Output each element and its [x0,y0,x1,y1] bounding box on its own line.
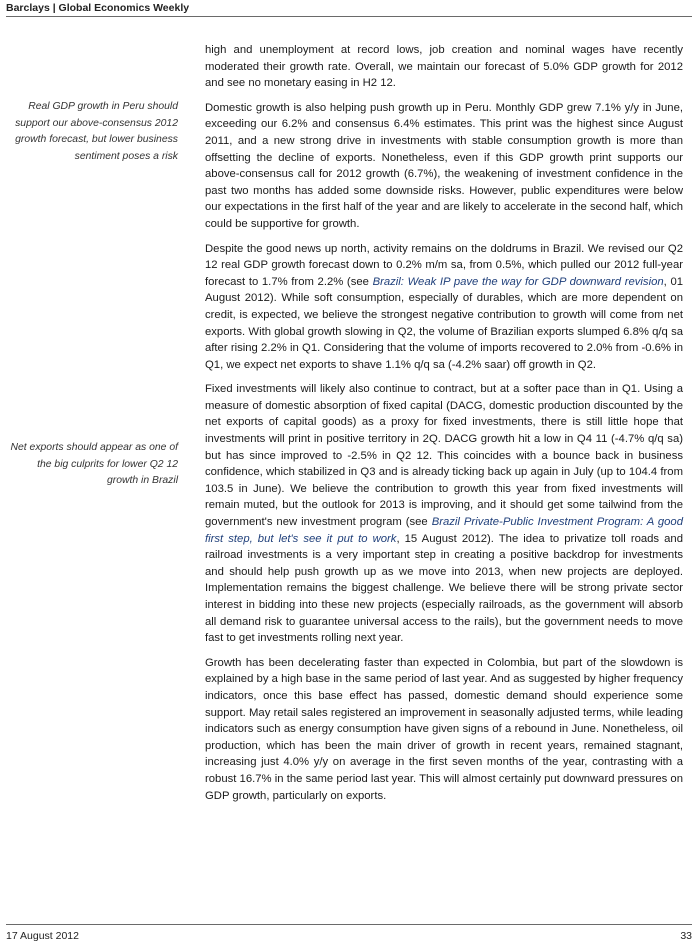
paragraph-colombia: Growth has been decelerating faster than expected in Colombia, but part of the slowdown is explained by a high base in the same period of last year. And as suggested by higher frequency indicators, once this base effect has passed, domestic demand should experience some support. May retail sales registered an improvement in seasonally adjusted terms, while leading indicators such as energy consumption have given signs of a rebound in June. Nonetheless, oil production, which has been the main driver of growth in recent years, remained stagnant, increasing just 4.0% y/y on average in the first seven months of the year, contrasting with a robust 16.7% in the same period last year. This will almost certainly put downward pressures on GDP growth, particularly on exports. [205,656,683,802]
paragraph-brazil-investment [205,381,683,647]
text: Despite the good news up north, activity remains on the doldrums in Brazil. We revised our Q2 12 real GDP growth forecast down to 0.2% m/m sa, from 0.5%, which pulled our 2012 full-year forecast to 1.7% from 2.2% (see [205,242,683,288]
report-link-brazil-ip[interactable]: Brazil: Weak IP pave the way for GDP downward revision [372,275,664,288]
header-title: Barclays | Global Economics Weekly [6,2,190,14]
report-link-brazil-ppip[interactable]: Brazil Private-Public Investment Program: A good first step, but let's see it put to work [205,516,683,545]
sidenote-brazil: Net exports should appear as one of the big culprits for lower Q2 12 growth in Brazil [10,442,178,487]
text: Fixed investments will likely also continue to contract, but at a softer pace than in Q1. Using a measure of domestic absorption of fixed capital (DACG, domestic production discounted by the net exports of capital goods) as a proxy for fixed investments, there is still little hope that investments will print in positive territory in 2Q. DACG growth hit a low in Q4 11 (-4.7% q/q sa) but has since improved to -2.5% in Q2 12. This coincides with a bounce back in business confidence, which stabilized in Q3 and is already ticking back up again in July (up to 104.4 from 103.5 in June). We believe the contribution to growth this year from fixed investments will remain muted, but the outlook for 2013 is improving, and it should get some tailwind from the government's new investment program (see [205,383,683,529]
text: , 15 August 2012). The idea to privatize toll roads and railroad investments is a very important step in creating a positive backdrop for investments and should help push growth up as we move into 2013, when new projects are deployed. Implementation remains the biggest challenge. We believe there will be strong private sector interest in bidding into these new projects (especially railroads, as the government will absorb all demand risk to guarantee universal access to the rails), but the government needs to move fast to get investments rolling next year. [205,532,683,645]
main-body [205,42,683,812]
paragraph-brazil-activity [205,241,683,374]
sidenote-peru: Real GDP growth in Peru should support our above-consensus 2012 growth forecast, but lower business sentiment poses a risk [15,101,178,162]
text: , 01 August 2012). While soft consumption, especially of durables, which are more dependent on credit, is expected, we believe the strongest negative contribution to growth will come from net exports. With global growth slowing in Q2, the volume of Brazilian exports slumped 6.8% q/q sa after rising 2.2% in Q1. Considering that the volume of imports recovered to 2.0% from -0.6% in Q1, we expect net exports to shave 1.1% q/q sa (-4.2% saar) off growth in Q2. [205,275,684,371]
page-footer [6,924,692,942]
page-header [6,0,692,17]
page-number: 33 [680,930,692,942]
paragraph-chile-summary: high and unemployment at record lows, job creation and nominal wages have recently moderated their growth rate. Overall, we maintain our forecast of 5.0% GDP growth for 2012 and see no monetary easing in H2 12. [205,44,683,90]
paragraph-peru: Domestic growth is also helping push growth up in Peru. Monthly GDP grew 7.1% y/y in June, exceeding our 6.2% and consensus 6.4% estimates. This print was the highest since August 2011, and a new strong drive in investments with stable consumption growth is more than offsetting the decline of exports. Nonetheless, even if this GDP growth print supports our above-consensus call for 2012 growth (6.7%), the weakening of investment confidence in the past two months has added some downside risks. However, public expenditures were below our expectations in the first half of the year and are likely to accelerate in the second half, which could be supportive for growth. [205,101,683,230]
footer-date: 17 August 2012 [6,930,79,942]
